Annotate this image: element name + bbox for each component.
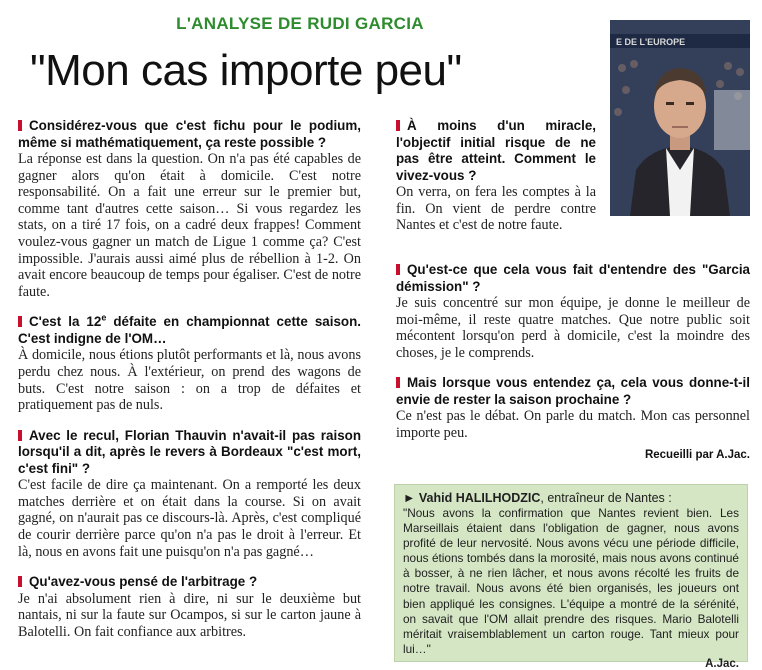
- answer-5: On verra, on fera les comptes à la fin. On vient de perdre contre Nantes et c'est de notre faute.: [396, 184, 596, 234]
- question-5-text: À moins d'un miracle, l'objectif initial risque de ne pas être atteint. Comment le vivez-vous ?: [396, 118, 596, 183]
- question-7-text: Mais lorsque vous entendez ça, cela vous donne-t-il envie de rester la saison prochaine ?: [396, 375, 750, 407]
- coach-portrait-illustration: [610, 20, 750, 216]
- question-marker-icon: [18, 120, 22, 131]
- question-4-text: Qu'avez-vous pensé de l'arbitrage ?: [29, 574, 258, 590]
- answer-1: La réponse est dans la question. On n'a pas été capables de gagner alors qu'on était à domicile. C'est notre responsabilité. On a fait une erreur sur le premier but, comme tant d'autres cette saison… Si vous regardez les stats, on a tiré 17 fois, on a cadré deux frappes! Comment voulez-vous gagner un match de Ligue 1 comme ça? C'est impossible. J'aurais aussi aimé plus de rébellion à 1-2. On avait encore beaucoup de temps pour égaliser. C'est de notre faute.: [18, 151, 361, 300]
- question-2-superscript: e: [101, 312, 107, 323]
- interview-column-right-bottom: [396, 262, 750, 456]
- answer-3: C'est facile de dire ça maintenant. On a remporté les deux matches derrière et on était dans la course. Si on avait gagné, on n'aurait pas ce discours-là. Après, c'est compliqué de courir derrière parce qu'on n'a pas le droit à l'erreur. Et là, nous en avons fait une puisqu'on n'a pas gagné…: [18, 477, 361, 560]
- question-marker-icon: [396, 120, 400, 131]
- question-2-text-b: défaite en championnat cette saison. C'est indigne de l'OM…: [18, 314, 361, 346]
- question-1-text: Considérez-vous que c'est fichu pour le podium, même si mathématiquement, ça reste possible ?: [18, 118, 361, 150]
- answer-2: À domicile, nous étions plutôt performants et là, nous avons perdu chez nous. À l'extérieur, on prend des wagons de buts. C'est notre saison : on a trop de défaites et pratiquement pas de nuls.: [18, 347, 361, 414]
- question-5: [396, 118, 596, 184]
- question-6-text: Qu'est-ce que cela vous fait d'entendre des "Garcia démission" ?: [396, 262, 750, 294]
- question-3-text: Avec le recul, Florian Thauvin n'avait-il pas raison lorsqu'il a dit, après le revers à Bordeaux "c'est mort, c'est fini" ?: [18, 427, 361, 476]
- answer-7: Ce n'est pas le débat. On parle du match. Mon cas personnel importe peu.: [396, 408, 750, 441]
- answer-6: Je suis concentré sur mon équipe, je donne le meilleur de moi-même, il reste quatre matches. Que notre public soit mécontent lorsqu'on perd à domicile, c'est la moindre des choses, je le comprends.: [396, 295, 750, 361]
- question-marker-icon: [18, 576, 22, 587]
- question-marker-icon: [18, 316, 22, 327]
- interview-column-right-top: [396, 118, 596, 248]
- sidebar-credit: A.Jac.: [705, 657, 739, 670]
- sidebar-quote-box: [394, 484, 748, 670]
- question-6: [396, 262, 750, 295]
- interview-credit: Recueilli par A.Jac.: [644, 449, 750, 461]
- question-2: [18, 314, 361, 347]
- question-3: [18, 428, 361, 478]
- question-marker-icon: [18, 430, 22, 441]
- sidebar-name-pre: Vahid: [418, 491, 456, 505]
- interview-column-left: [18, 118, 361, 654]
- svg-text:E DE L'EUROPE: E DE L'EUROPE: [616, 37, 686, 47]
- sidebar-role: , entraîneur de Nantes :: [540, 491, 672, 505]
- question-7: [396, 375, 750, 408]
- answer-4: Je n'ai absolument rien à dire, ni sur le deuxième but nantais, ni sur la faute sur Ocampos, si sur le carton jaune à Balotelli. On fait confiance aux arbitres.: [18, 590, 361, 640]
- headline: "Mon cas importe peu": [30, 46, 462, 95]
- coach-photo: [610, 20, 750, 216]
- arrow-icon: ►: [403, 491, 416, 505]
- sidebar-heading: [403, 490, 739, 506]
- question-1: [18, 118, 361, 151]
- question-4: [18, 574, 361, 591]
- section-kicker: L'ANALYSE DE RUDI GARCIA: [176, 14, 424, 33]
- question-2-text-a: C'est la 12: [29, 314, 102, 330]
- question-marker-icon: [396, 264, 400, 275]
- sidebar-name: HALILHODZIC: [455, 491, 541, 505]
- sidebar-quote: "Nous avons la confirmation que Nantes revient bien. Les Marseillais étaient dans l'obligation de gagner, nous avons profité de leur nervosité. Nous avons vécu une période difficile, nous étions tombés dans la morosité, mais nous avons continué à bosser, à ne rien lâcher, et nous avons récolté les fruits de notre travail. Nous avons été bien organisés, les joueurs ont bien appliqué les consignes. L'équipe a montré de la sérénité, on savait que l'OM allait prendre des risques. Mario Balotelli méritait vraisemblablement un carton rouge. Tant mieux pour lui…": [403, 506, 739, 656]
- question-marker-icon: [396, 377, 400, 388]
